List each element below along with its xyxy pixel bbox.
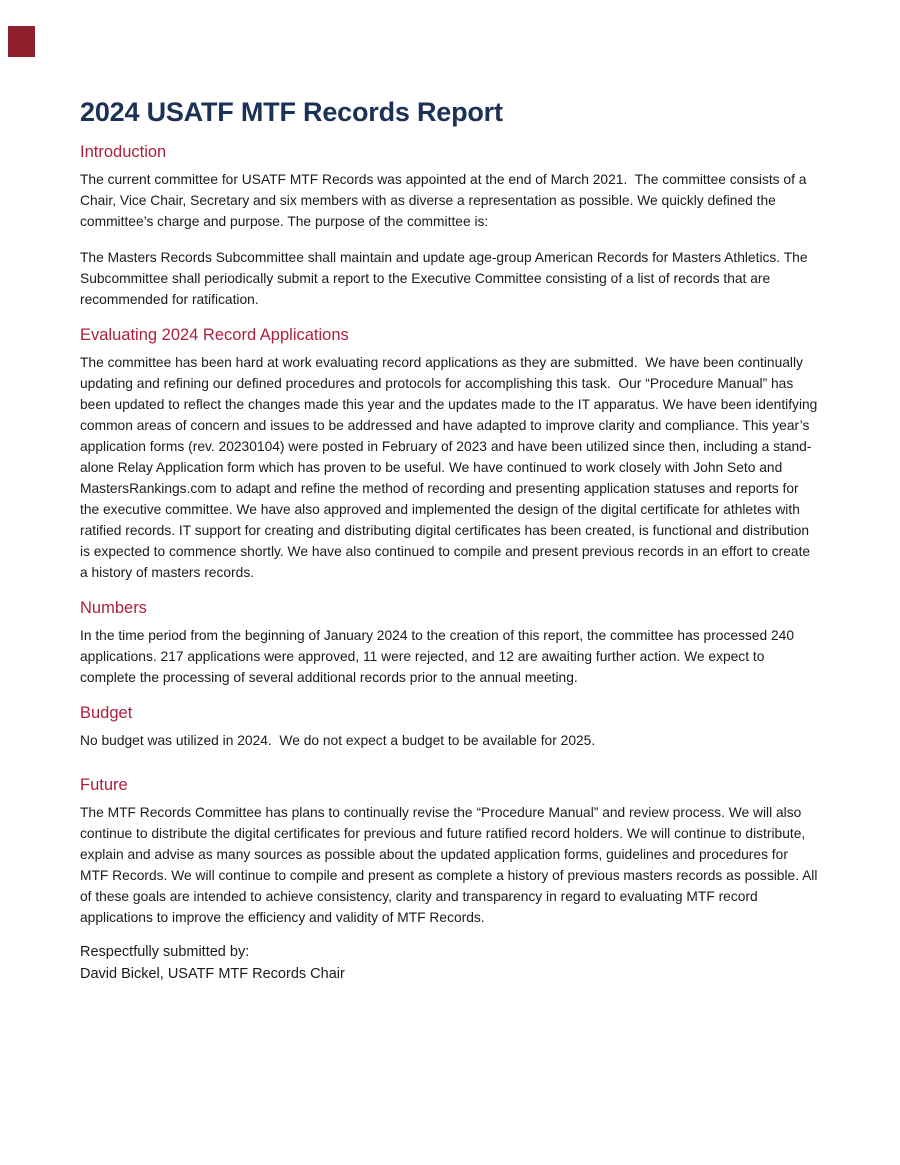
paragraph-introduction-2: The Masters Records Subcommittee shall maintain and update age-group American Records for Masters Athletics. The Subcommittee shall periodically submit a report to the Executive Committee consisting of a list of records that are recommended for ratification. (80, 250, 812, 307)
heading-evaluating-applications: Evaluating 2024 Record Applications (80, 326, 349, 344)
paragraph-budget: No budget was utilized in 2024. We do not expect a budget to be available for 2025. (80, 733, 596, 748)
section-numbers (80, 598, 820, 688)
heading-numbers: Numbers (80, 599, 147, 617)
heading-introduction: Introduction (80, 143, 167, 161)
document-title: 2024 USATF MTF Records Report (80, 97, 503, 127)
paragraph-introduction-1: The current committee for USATF MTF Records was appointed at the end of March 2021. The committee consists of a Chair, Vice Chair, Secretary and six members with as diverse a representation as possible. We quickly defined the committee’s charge and purpose. The purpose of the committee is: (80, 172, 811, 229)
paragraph-evaluating-applications: The committee has been hard at work evaluating record applications as they are submitted. We have been continually updating and refining our defined procedures and protocols for accomplishing this task. Our “Procedure Manual” has been updated to reflect the changes made this year and the updates made to the IT apparatus. We have been identifying common areas of concern and issues to be addressed and have adapted to improve clarity and compliance. This year’s application forms (rev. 20230104) were posted in February of 2023 and have been utilized since then, including a stand-alone Relay Application form which has proven to be useful. We have continued to work closely with John Seto and MastersRankings.com to adapt and refine the method of recording and presenting application statuses and reports for the executive committee. We have also approved and implemented the design of the digital certificate for athletes with ratified records. IT support for creating and distributing digital certificates has been created, is functional and distribution is expected to commence shortly. We have also continued to compile and present previous records in an effort to create a history of masters records. (80, 355, 822, 580)
heading-budget: Budget (80, 704, 133, 722)
signoff-block (80, 941, 820, 985)
section-evaluating-applications (80, 325, 820, 583)
signoff-line-1: Respectfully submitted by: (80, 944, 250, 960)
section-budget (80, 703, 820, 751)
paragraph-future: The MTF Records Committee has plans to continually revise the “Procedure Manual” and review process. We will also continue to distribute the digital certificates for previous and future ratified record holders. We will continue to distribute, explain and advise as many sources as possible about the updated application forms, guidelines and procedures for MTF Records. We will continue to compile and present as complete a history of previous masters records as possible. All of these goals are intended to achieve consistency, clarity and transparency in regard to evaluating MTF record applications to improve the efficiency and validity of MTF Records. (80, 805, 822, 925)
section-future (80, 775, 820, 928)
section-introduction (80, 142, 820, 310)
signoff-line-2: David Bickel, USATF MTF Records Chair (80, 966, 345, 982)
paragraph-numbers: In the time period from the beginning of January 2024 to the creation of this report, the committee has processed 240 applications. 217 applications were approved, 11 were rejected, and 12 are awaiting further action. We expect to complete the processing of several additional records prior to the annual meeting. (80, 628, 798, 685)
heading-future: Future (80, 776, 128, 794)
corner-accent-mark (8, 26, 35, 57)
